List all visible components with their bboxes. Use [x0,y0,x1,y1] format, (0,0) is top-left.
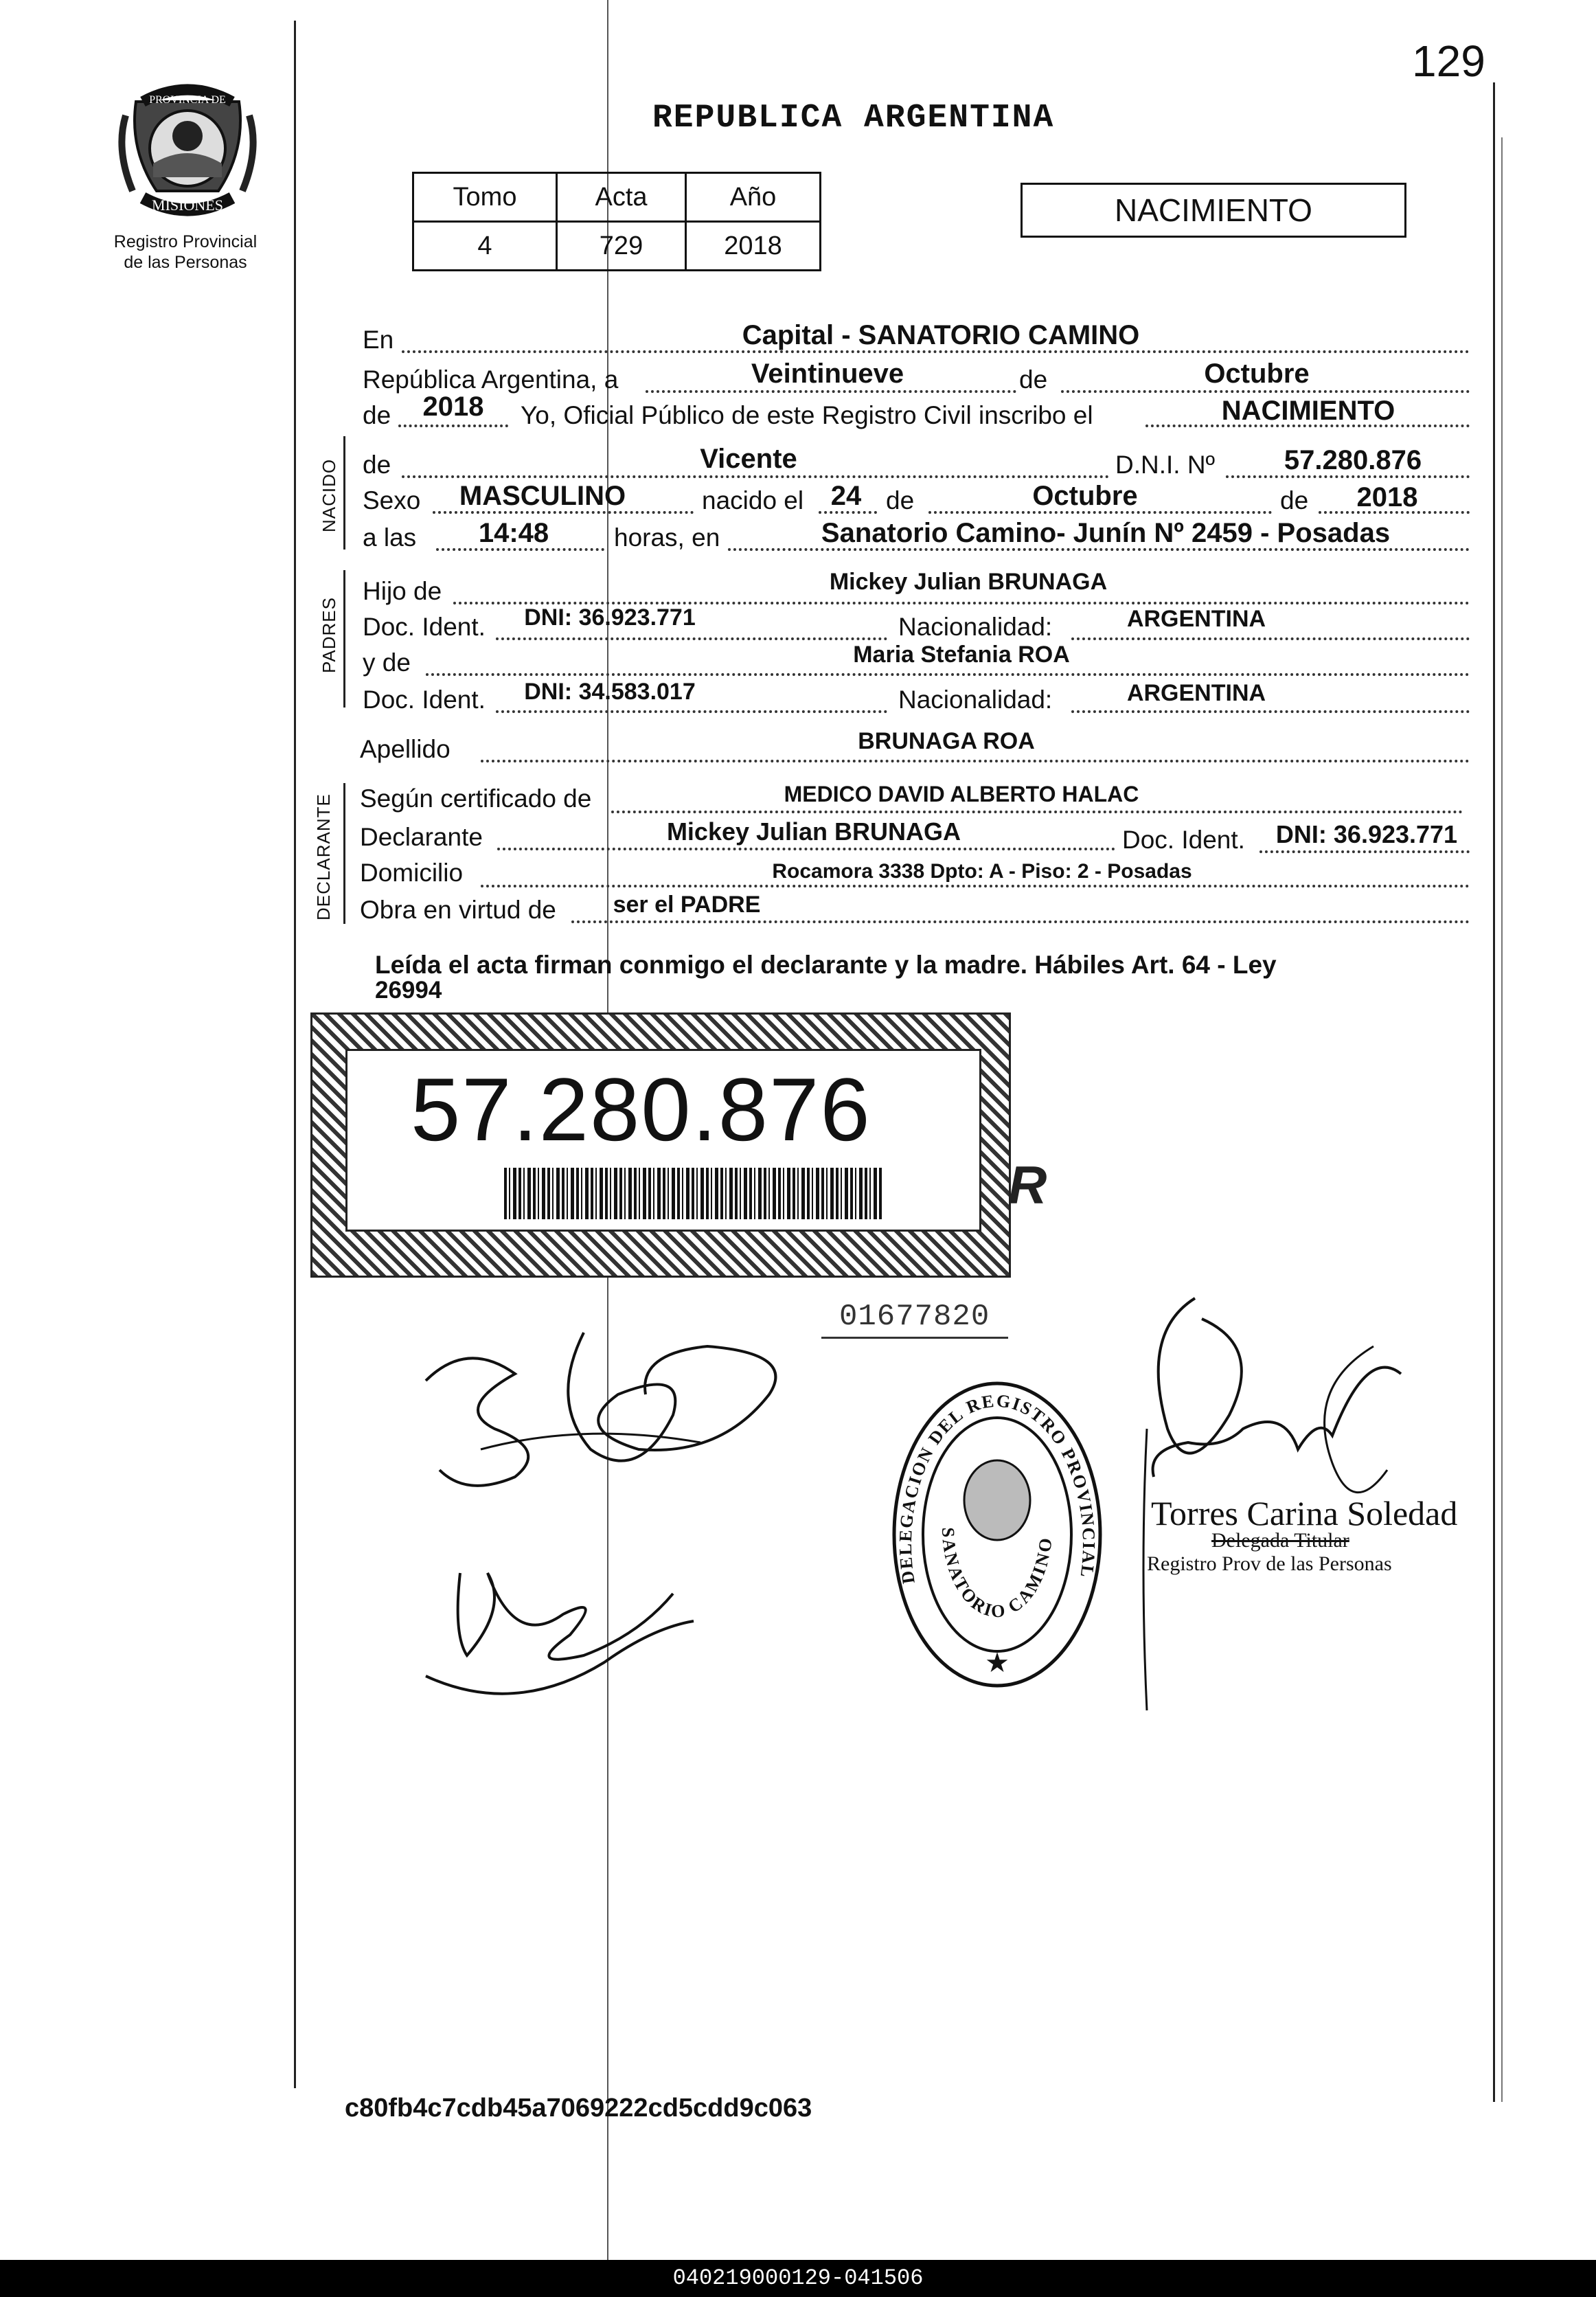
sticker-corner-letter: R [1008,1155,1047,1215]
nacido-de-label-3: de [1280,486,1309,514]
obra-label: Obra en virtud de [360,896,556,924]
horas-label: horas, en [614,523,720,552]
svg-text:★: ★ [985,1648,1010,1678]
stamp-outer-text: DELEGACION DEL REGISTRO PROVINCIAL [895,1390,1099,1585]
closing-note-line2: 26994 [375,977,442,1004]
obra-value: ser el PADRE [613,892,761,918]
child-name-value: Vicente [700,444,797,474]
de-label-1: de [1019,365,1048,394]
inscribo-value: NACIMIENTO [1221,396,1395,426]
declarante-label: Declarante [360,823,483,851]
en-label: En [363,326,394,354]
value-acta: 729 [557,222,686,271]
apellido-value: BRUNAGA ROA [858,728,1035,754]
svg-text:SANATORIO CAMINO [938,1527,1056,1622]
record-type-box [1021,183,1406,238]
control-number: 01677820 [839,1300,990,1334]
official-name: Torres Carina Soledad [1151,1494,1458,1532]
record-type: NACIMIENTO [1115,192,1312,228]
nacido-de-label: de [363,451,391,479]
record-table [412,172,821,271]
signature-madre [412,1552,700,1710]
father-doc-value: DNI: 36.923.771 [524,604,696,631]
domicilio-label: Domicilio [360,859,464,887]
mother-nac-value: ARGENTINA [1126,680,1266,706]
header-tomo: Tomo [413,173,557,222]
value-anio: 2018 [686,222,821,271]
signature-declarante [412,1312,797,1518]
dots-mother-doc [496,710,887,713]
dots-declarante [497,848,1115,850]
id-sticker-number: 57.280.876 [411,1059,871,1159]
birth-place-value: Sanatorio Camino- Junín Nº 2459 - Posadas [821,518,1391,548]
domicilio-value: Rocamora 3338 Dpto: A - Piso: 2 - Posadas [772,860,1192,883]
republica-label: República Argentina, a [363,365,619,394]
father-nac-value: ARGENTINA [1126,606,1266,632]
footer-code: 040219000129-041506 [672,2265,924,2291]
mother-doc-value: DNI: 34.583.017 [524,679,696,705]
month-value: Octubre [1204,359,1310,389]
declarante-side-label: DECLARANTE [313,793,334,920]
registry-name-line2: de las Personas [124,253,247,272]
official-office: Registro Prov de las Personas [1147,1552,1392,1575]
certificado-label: Según certificado de [360,784,592,813]
control-number-underline [821,1337,1008,1339]
year-value: 2018 [422,392,484,422]
official-stamp [887,1377,1107,1693]
value-tomo: 4 [413,222,557,271]
right-margin-line [1493,82,1495,2102]
dots-domicilio [481,885,1470,887]
sexo-value: MASCULINO [459,481,626,511]
alas-label: a las [363,523,417,552]
hijo-label: Hijo de [363,577,442,605]
apellido-label: Apellido [360,735,451,763]
official-title: Delegada Titular [1211,1529,1349,1552]
dots-name [402,475,1109,478]
declarante-bracket [343,783,345,924]
seal-text-bottom: MISIONES [152,196,223,214]
dots-obra [571,920,1470,923]
father-nac-label: Nacionalidad: [898,613,1053,641]
nacido-bracket [343,436,345,550]
born-day-value: 24 [830,481,862,511]
certificado-value: MEDICO DAVID ALBERTO HALAC [784,782,1139,806]
mother-value: Maria Stefania ROA [853,642,1070,668]
closing-note-line1: Leída el acta firman conmigo el declarante y la madre. Hábiles Art. 64 - Ley [375,951,1277,979]
en-value: Capital - SANATORIO CAMINO [742,320,1140,350]
id-sticker [310,1012,1047,1278]
country-title: REPUBLICA ARGENTINA [652,100,1055,137]
dots-month [1061,390,1470,393]
page-number: 129 [1412,36,1485,86]
id-sticker-inner [345,1049,1047,1232]
born-month-value: Octubre [1032,481,1138,511]
father-doc-label: Doc. Ident. [363,613,486,641]
right-edge-line [1501,137,1503,2102]
nacido-de-label-2: de [886,486,915,514]
dots-mother-nac [1071,710,1470,713]
sexo-label: Sexo [363,486,421,514]
declarante-value: Mickey Julian BRUNAGA [666,817,961,846]
left-margin-line [294,21,296,2088]
document-hash: c80fb4c7cdb45a7069222cd5cdd9c063 [345,2094,812,2123]
hour-value: 14:48 [478,518,549,548]
de-label-2: de [363,401,391,429]
dots-father-doc [496,637,887,640]
dots-declarante-doc [1259,850,1470,853]
padres-side-label: PADRES [319,597,339,673]
dots-father-nac [1071,637,1470,640]
declarante-doc-label: Doc. Ident. [1122,826,1245,854]
oficial-label: Yo, Oficial Público de este Registro Civil inscribo el [521,401,1093,429]
born-year-value: 2018 [1356,482,1418,512]
dots-year [398,425,508,427]
dots-day [646,390,1016,393]
dots-certificado [611,811,1463,813]
padres-bracket [343,570,345,708]
header-anio: Año [686,173,821,222]
stamp-inner-text: SANATORIO CAMINO [937,1526,1056,1622]
dots-mother [426,673,1470,676]
mother-doc-label: Doc. Ident. [363,686,486,714]
yde-label: y de [363,648,411,677]
declarante-doc-value: DNI: 36.923.771 [1275,820,1458,848]
nacido-side-label: NACIDO [319,458,339,532]
province-seal [115,74,260,225]
header-acta: Acta [557,173,686,222]
registry-name-line1: Registro Provincial [113,232,258,251]
child-dni-value: 57.280.876 [1284,445,1422,475]
dots-apellido [481,760,1470,762]
nacido-el-label: nacido el [702,486,804,514]
father-value: Mickey Julian BRUNAGA [829,569,1108,595]
barcode [504,1168,882,1219]
dni-label: D.N.I. Nº [1115,451,1216,479]
mother-nac-label: Nacionalidad: [898,686,1053,714]
seal-text-top: PROVINCIA DE [149,94,226,106]
day-value: Veintinueve [751,359,904,389]
